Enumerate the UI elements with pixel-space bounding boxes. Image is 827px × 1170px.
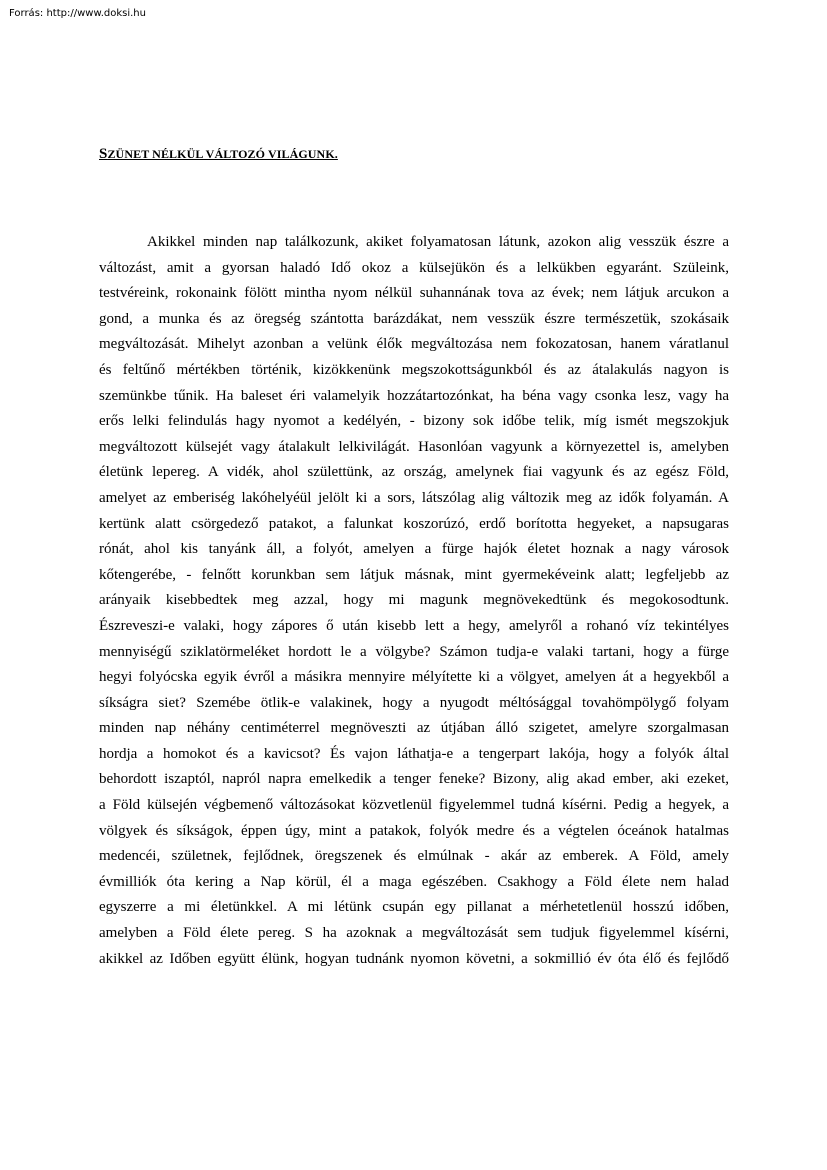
text-line: amelyben a Föld élete pereg. S ha azoknak a megváltozását sem tudjuk figyelemmel kísérni, bbox=[99, 925, 729, 942]
text-line: egyszerre a mi életünkkel. A mi létünk csupán egy pillanat a mérhetetlenül hosszú időben, bbox=[99, 899, 729, 916]
text-line: gond, a munka és az öregség szántotta barázdákat, nem vesszük észre természetük, szokásaik bbox=[99, 310, 729, 327]
text-line: kertünk alatt csörgedező patakot, a falunkat koszorúzó, erdő borította hegyeket, a napsugaras bbox=[99, 515, 729, 532]
text-line: Észreveszi-e valaki, hogy zápores ő után kisebb lett a hegy, amelyről a rohanó víz tekintélyes bbox=[99, 617, 729, 634]
text-line: megváltozott külsejét vagy átalakult lelkivilágát. Hasonlóan vagyunk a környezettel is, amelyben bbox=[99, 438, 729, 455]
text-line: hordja a homokot és a kavicsot? És vajon láthatja-e a tengerpart lakója, hogy a folyók által bbox=[99, 745, 729, 762]
text-line: minden nap néhány centiméterrel megnöveszti az útjában álló szigetet, amelyre szorgalmasan bbox=[99, 720, 729, 737]
text-line: akikkel az Időben együtt élünk, hogyan tudnánk nyomon követni, a sokmillió év óta élő és fejlődő bbox=[99, 950, 729, 967]
text-line: megváltozását. Mihelyt azonban a velünk élők megváltozása nem fokozatosan, hanem váratlanul bbox=[99, 336, 729, 353]
text-line: testvéreink, rokonaink fölött mintha nyom nélkül suhannának tova az évek; nem látjuk arcukon a bbox=[99, 285, 729, 302]
text-line: évmilliók óta kering a Nap körül, él a maga egészében. Csakhogy a Föld élete nem halad bbox=[99, 873, 729, 890]
text-line: hegyi folyócska egyik évről a másikra mennyire mélyítette ki a völgyet, amelyen át a hegyekből a bbox=[99, 669, 729, 686]
title-rest: ZÜNET NÉLKÜL VÁLTOZÓ VILÁGUNK. bbox=[107, 147, 338, 161]
text-line: Akikkel minden nap találkozunk, akiket folyamatosan látunk, azokon alig vesszük észre a bbox=[147, 234, 729, 250]
text-line: síkságra siet? Szemébe ötlik-e valakinek, hogy a nyugodt méltósággal tovahömpölygő folyam bbox=[99, 694, 729, 711]
text-line: behordott iszaptól, napról napra emelkedik a tenger feneke? Bizony, alig akad ember, aki ezeket, bbox=[99, 771, 729, 788]
text-line: életünk lepereg. A vidék, ahol születtünk, az ország, amelynek fiai vagyunk és az egész Föld, bbox=[99, 464, 729, 481]
text-line: rónát, ahol kis tanyánk áll, a folyót, amelyen a fürge hajók életet hoznak a nagy városok bbox=[99, 541, 729, 558]
text-line: arányaik kisebbedtek meg azzal, hogy mi magunk megnövekedtünk és megokosodtunk. bbox=[99, 592, 729, 609]
text-line: változást, amit a gyorsan haladó Idő okoz a külsejükön és a lelkükben egyaránt. Szüleink, bbox=[99, 259, 729, 276]
text-line: medencéi, születnek, fejlődnek, öregszenek és elmúlnak - akár az emberek. A Föld, amely bbox=[99, 848, 729, 865]
document-title bbox=[99, 146, 338, 163]
text-line: amelyet az emberiség lakóhelyéül jelölt ki a sors, látszólag alig változik meg az idők folyamán. A bbox=[99, 489, 729, 506]
source-label: Forrás: http://www.doksi.hu bbox=[9, 8, 146, 19]
text-line: szemünkbe tűnik. Ha baleset éri valamelyik hozzátartozónkat, ha béna vagy csonka lesz, vagy ha bbox=[99, 387, 729, 404]
text-line: és feltűnő mértékben történik, kizökkenünk megszokottságunkból és az átalakulás nagyon is bbox=[99, 361, 729, 378]
text-line: völgyek és síkságok, éppen úgy, mint a patakok, folyók medre és a végtelen óceánok hatalmas bbox=[99, 822, 729, 839]
title-initial: S bbox=[99, 146, 108, 162]
body-paragraph bbox=[99, 230, 729, 972]
text-line: a Föld külsején végbemenő változásokat közvetlenül figyelemmel tudná kísérni. Pedig a hegyek, a bbox=[99, 797, 729, 814]
text-line: erős lelki felindulás hagy nyomot a kedélyén, - bizony sok időbe telik, míg ismét megszokjuk bbox=[99, 413, 729, 430]
text-line: kőtengerébe, - felnőtt korunkban sem látjuk másnak, mint gyermekéveink alatt; legfeljebb az bbox=[99, 566, 729, 583]
text-line: mennyiségű sziklatörmeléket hordott le a völgybe? Számon tudja-e valaki tartani, hogy a fürge bbox=[99, 643, 729, 660]
